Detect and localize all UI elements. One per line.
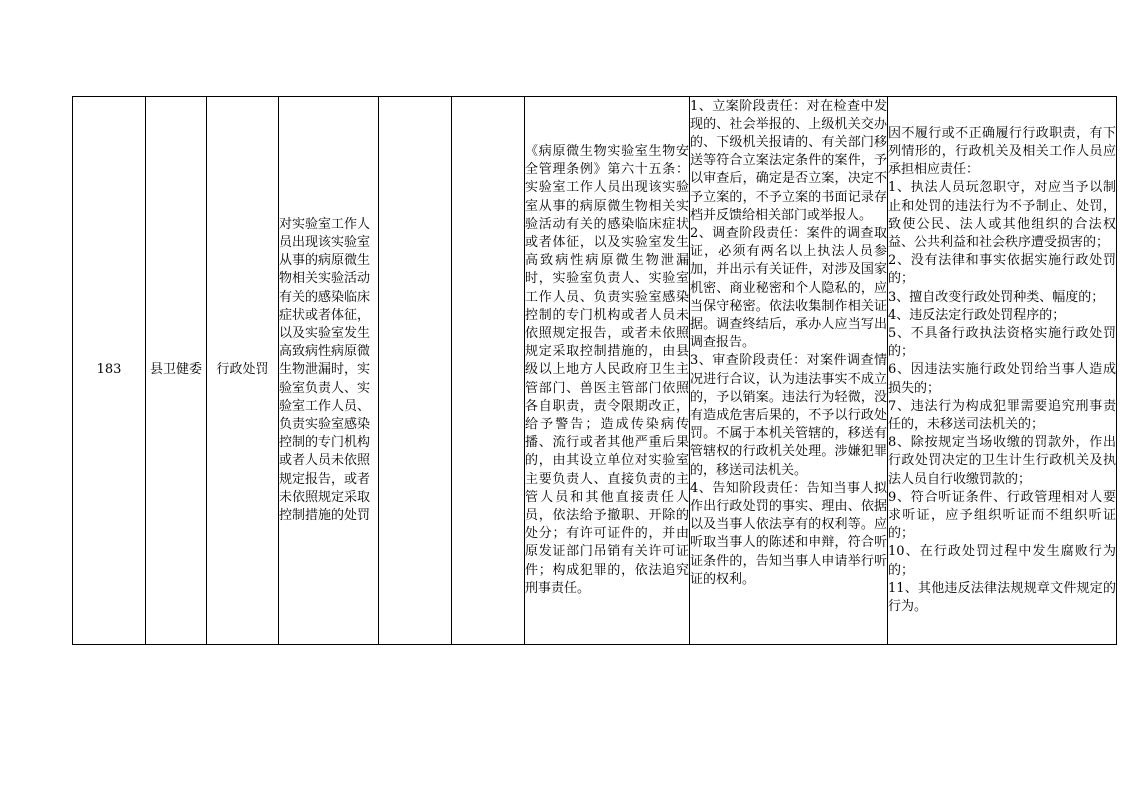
power-list-table: [72, 96, 1117, 645]
list-item: 6、因违法实施行政处罚给当事人造成损失的；: [888, 362, 1116, 396]
liability-list: [888, 179, 1116, 616]
responsibility-list: [690, 98, 887, 589]
list-item: 1、执法人员玩忽职守，对应当予以制止和处罚的违法行为不予制止、处罚，致使公民、法人或其他组织的合法权益、公共利益和社会秩序遭受损害的；: [888, 180, 1116, 250]
liability-cell: [888, 97, 1117, 645]
item-name-cell: 对实验室工作人员出现该实验室从事的病原微生物相关实验活动有关的感染临床症状或者体征，以及实验室发生高致病性病原微生物泄漏时，实验室负责人、实验室工作人员、负责实验室感染控制的专门机构或者人员未依照规定报告，或者未依照规定采取控制措施的处罚: [279, 97, 379, 645]
department-cell: 县卫健委: [146, 97, 207, 645]
list-item: 5、不具备行政执法资格实施行政处罚的；: [888, 325, 1116, 360]
list-item: 11、其他违反法律法规规章文件规定的行为。: [888, 580, 1116, 615]
list-item: 9、符合听证条件、行政管理相对人要求听证，应予组织听证而不组织听证的；: [888, 489, 1116, 542]
liability-intro: 因不履行或不正确履行行政职责，有下列情形的，行政机关及相关工作人员应承担相应责任：: [888, 125, 1116, 178]
row-number: 183: [73, 97, 146, 645]
list-item: 4、告知阶段责任：告知当事人拟作出行政处罚的事实、理由、依据以及当事人依法享有的权利等。应听取当事人的陈述和申辩，符合听证条件的，告知当事人申请举行听证的权利。: [690, 480, 887, 587]
legal-basis-cell: 《病原微生物实验室生物安全管理条例》第六十五条：实验室工作人员出现该实验室从事的病原微生物相关实验活动有关的感染临床症状或者体征，以及实验室发生高致病性病原微生物泄漏时，实验室负责人、实验室工作人员、负责实验室感染控制的专门机构或者人员未依照规定报告，或者未依照规定采取控制措施的，由县级以上地方人民政府卫生主管部门、兽医主管部门依照各自职责，责令限期改正，给予警告；造成传染病传播、流行或者其他严重后果的，由其设立单位对实验室主要负责人、直接负责的主管人员和其他直接责任人员，依法给予撤职、开除的处分；有许可证件的，并由原发证部门吊销有关许可证件；构成犯罪的，依法追究刑事责任。: [525, 97, 690, 645]
responsibility-cell: [690, 97, 888, 645]
responsibility-text: [690, 98, 887, 644]
list-item: 4、违反法定行政处罚程序的；: [888, 307, 1066, 323]
empty-cell-6: [452, 97, 525, 645]
empty-cell-5: [379, 97, 452, 645]
list-item: 2、没有法律和事实依据实施行政处罚的；: [888, 253, 1116, 287]
list-item: 8、除按规定当场收缴的罚款外，作出行政处罚决定的卫生计生行政机关及执法人员自行收缴罚款的；: [888, 435, 1116, 487]
list-item: 3、擅自改变行政处罚种类、幅度的；: [888, 289, 1105, 305]
list-item: 7、违法行为构成犯罪需要追究刑事责任的，未移送司法机关的；: [888, 398, 1116, 432]
list-item: 3、审查阶段责任：对案件调查情况进行合议，认为违法事实不成立的，予以销案。违法行为轻微，没有造成危害后果的，不予以行政处罚。不属于本机关管辖的，移送有管辖权的行政机关处理。涉嫌犯罪的，移送司法机关。: [690, 353, 887, 478]
power-type-cell: 行政处罚: [207, 97, 279, 645]
table-row: [73, 97, 1117, 645]
list-item: 1、立案阶段责任：对在检查中发现的、社会举报的、上级机关交办的、下级机关报请的、有关部门移送等符合立案法定条件的案件，予以审查后，确定是否立案，决定不予立案的，不予立案的书面记录存档并反馈给相关部门或举报人。: [690, 98, 887, 223]
list-item: 10、在行政处罚过程中发生腐败行为的；: [888, 544, 1116, 578]
list-item: 2、调查阶段责任：案件的调查取证，必须有两名以上执法人员参加，并出示有关证件，对涉及国家机密、商业秘密和个人隐私的，应当保守秘密。依法收集制作相关证据。调查终结后，承办人应当写出调查报告。: [690, 225, 887, 351]
